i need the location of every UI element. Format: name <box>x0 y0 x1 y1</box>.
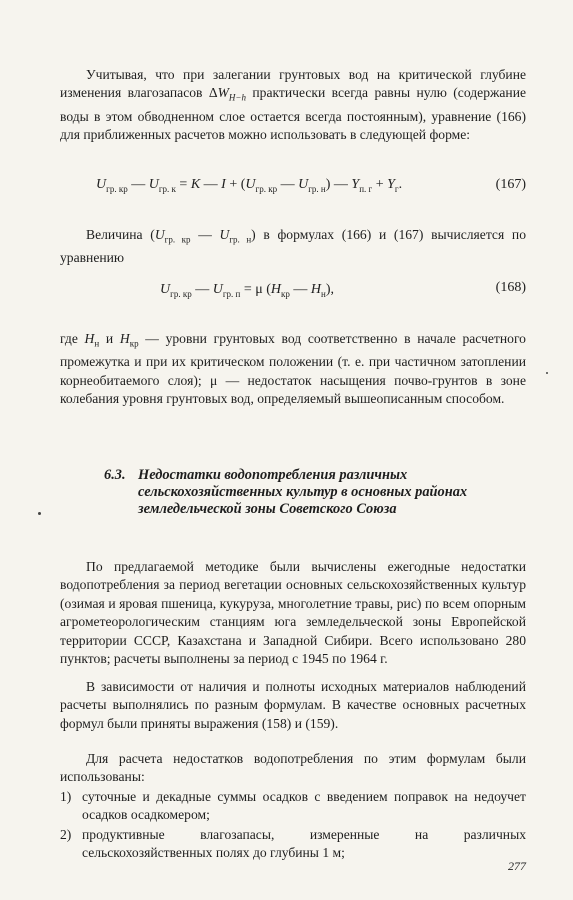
equation-167: $U_{гр. кр}$ — $U_{гр. к} = K$ — $I + (U_{гр. кр}$ — $U_{гр. н}$) — $Y_{п. г} + Y_г$. <box>96 177 403 194</box>
equation-167-number: (167) <box>495 177 526 192</box>
section-heading <box>104 467 528 519</box>
paragraph-1: Учитывая, что при залегании грунтовых вод на критической глубине изменения влагозапасов $\Delta W_{H-h}$ практически всегда равны нулю (содержание воды в этом обводненном слое остается всегда постоянным), уравнение (166) для приближенных расчетов можно использовать в следующей форме: <box>60 67 527 142</box>
list-item <box>60 788 526 823</box>
page-number: 277 <box>508 859 526 873</box>
list-item-text: продуктивные влагозапасы, измеренные на различных сельскохозяйственных полях до глубины 1 м; <box>82 827 526 860</box>
paragraph-4: По предлагаемой методике были вычислены ежегодные недостатки водопотребления за период вегетации основных сельскохозяйственных культур (озимая и яровая пшеница, кукуруза, многолетние травы, рис) по всем опорным агрометеорологическим станциям юга земледельческой зоны Европейской территории СССР, Казахстана и Западной Сибири. Всего использовано 280 пунктов; расчеты выполнены за период с 1945 по 1964 г. <box>60 559 526 667</box>
paragraph-2: Величина ($U_{гр. кр}$ — $U_{гр. н}$) в формулах (166) и (167) вычисляется по уравнению <box>60 227 526 266</box>
equation-168: $U_{гр. кр}$ — $U_{гр. п} = \mu$ ($H_{кр}$ — $H_н$), <box>160 282 335 299</box>
section-number: 6.3. <box>104 467 126 483</box>
scan-speck <box>546 372 548 374</box>
paragraph-5: В зависимости от наличия и полноты исходных материалов наблюдений расчеты выполнялись по разным формулам. В качестве основных расчетных формул были приняты выражения (158) и (159). <box>60 679 526 731</box>
list-item-number: 1) <box>60 789 72 804</box>
scan-speck <box>38 512 41 515</box>
paragraph-6: Для расчета недостатков водопотребления по этим формулам были использованы: <box>60 751 526 785</box>
section-title: Недостатки водопотребления различных сельскохозяйственных культур в основных районах земледельческой зоны Советского Союза <box>138 467 468 518</box>
list-item-number: 2) <box>60 827 72 842</box>
list-item <box>60 826 526 861</box>
list-item-text: суточные и декадные суммы осадков с введением поправок на недоучет осадков осадкомером; <box>82 789 526 822</box>
equation-168-number: (168) <box>495 280 526 295</box>
paragraph-3: где $H_н$ и $H_{кр}$ — уровни грунтовых вод соответственно в начале расчетного промежутка и при их критическом положении (т. е. при частичном затоплении корнеобитаемого слоя); μ — недостаток насыщения почво-грунтов в зоне колебания уровня грунтовых вод, определяемый вышеописанным способом. <box>60 331 526 406</box>
